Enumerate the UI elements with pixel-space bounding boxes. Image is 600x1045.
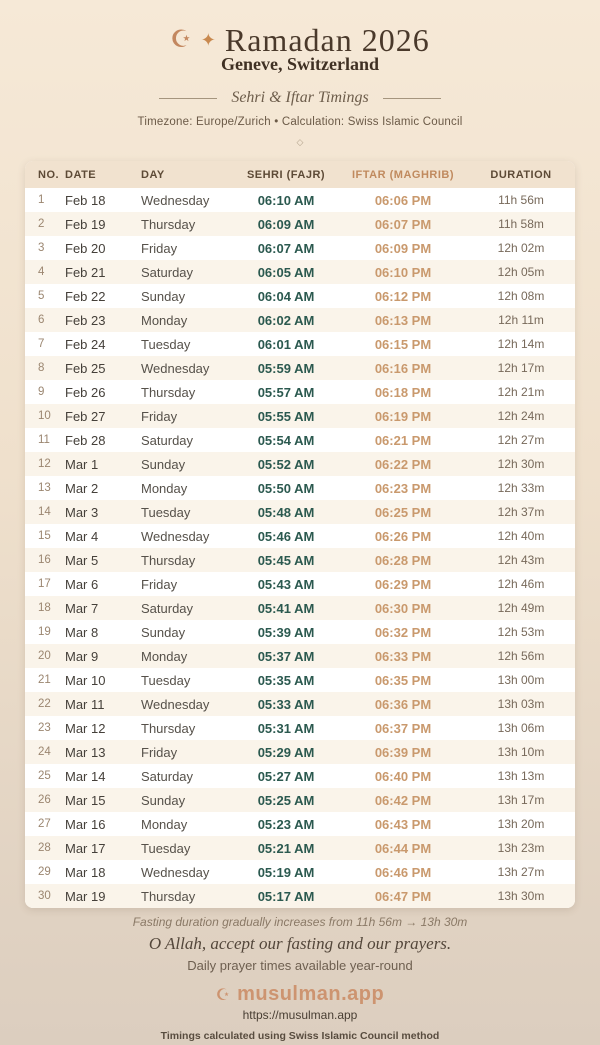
sehri-cell: 05:59 AM [257, 360, 315, 376]
iftar-cell: 06:30 PM [374, 600, 432, 616]
no-cell: 7 [38, 338, 45, 350]
brand-link[interactable] [0, 983, 600, 1006]
day-cell: Friday [141, 240, 178, 256]
iftar-cell: 06:26 PM [374, 528, 432, 544]
date-cell: Feb 23 [65, 312, 106, 328]
date-cell: Mar 4 [65, 528, 99, 544]
day-cell: Wednesday [141, 696, 210, 712]
table-row [25, 356, 575, 380]
sehri-cell: 05:31 AM [257, 720, 315, 736]
no-cell: 25 [38, 770, 51, 782]
column-header-date: DATE [65, 161, 141, 188]
table-row [25, 500, 575, 524]
sehri-cell: 06:01 AM [257, 336, 315, 352]
table-row [25, 884, 575, 908]
no-cell: 8 [38, 362, 45, 374]
day-cell: Monday [141, 648, 188, 664]
day-cell: Thursday [141, 384, 196, 400]
date-cell: Feb 21 [65, 264, 106, 280]
day-cell: Wednesday [141, 192, 210, 208]
day-cell: Wednesday [141, 528, 210, 544]
day-cell: Monday [141, 816, 188, 832]
dua-quote: O Allah, accept our fasting and our prayers. [148, 934, 452, 953]
duration-cell: 13h 20m [497, 817, 545, 831]
no-cell: 17 [38, 578, 51, 590]
duration-cell: 13h 00m [497, 673, 545, 687]
duration-cell: 12h 43m [497, 553, 545, 567]
iftar-cell: 06:19 PM [374, 408, 432, 424]
iftar-cell: 06:43 PM [374, 816, 432, 832]
iftar-cell: 06:16 PM [374, 360, 432, 376]
day-cell: Sunday [141, 288, 186, 304]
no-cell: 29 [38, 866, 51, 878]
date-cell: Feb 24 [65, 336, 106, 352]
table-row [25, 836, 575, 860]
date-cell: Mar 3 [65, 504, 99, 520]
no-cell: 26 [38, 794, 51, 806]
timings-table-body [25, 188, 575, 908]
table-row [25, 692, 575, 716]
table-row [25, 716, 575, 740]
no-cell: 14 [38, 506, 51, 518]
column-header-iftar: IFTAR (MAGHRIB) [339, 161, 467, 188]
iftar-cell: 06:47 PM [374, 888, 432, 904]
table-row [25, 860, 575, 884]
table-row [25, 308, 575, 332]
sehri-cell: 06:10 AM [257, 192, 315, 208]
no-cell: 9 [38, 386, 45, 398]
sehri-cell: 05:46 AM [257, 528, 315, 544]
duration-cell: 12h 37m [497, 505, 545, 519]
date-cell: Mar 9 [65, 648, 99, 664]
divider-line-left [159, 98, 217, 99]
no-cell: 16 [38, 554, 51, 566]
duration-cell: 11h 58m [498, 217, 544, 231]
table-row [25, 212, 575, 236]
sehri-cell: 05:48 AM [257, 504, 315, 520]
timings-card [25, 161, 575, 908]
no-cell: 18 [38, 602, 51, 614]
duration-cell: 13h 13m [497, 769, 545, 783]
duration-range-note: Fasting duration gradually increases from 11h 56m → 13h 30m [132, 915, 468, 929]
page-footer [0, 915, 600, 1042]
sehri-cell: 05:57 AM [257, 384, 315, 400]
sehri-cell: 05:19 AM [257, 864, 315, 880]
date-cell: Mar 18 [65, 864, 106, 880]
day-cell: Sunday [141, 792, 186, 808]
duration-cell: 13h 10m [497, 745, 545, 759]
brand-url[interactable]: https://musulman.app [242, 1008, 358, 1022]
iftar-cell: 06:44 PM [374, 840, 432, 856]
date-cell: Feb 20 [65, 240, 106, 256]
iftar-cell: 06:23 PM [374, 480, 432, 496]
duration-cell: 12h 24m [497, 409, 545, 423]
availability-note: Daily prayer times available year-round [187, 958, 413, 973]
duration-cell: 12h 05m [497, 265, 545, 279]
sehri-cell: 05:35 AM [257, 672, 315, 688]
table-row [25, 740, 575, 764]
no-cell: 13 [38, 482, 51, 494]
iftar-cell: 06:40 PM [374, 768, 432, 784]
table-row [25, 572, 575, 596]
date-cell: Mar 16 [65, 816, 106, 832]
day-cell: Wednesday [141, 360, 210, 376]
diamond-ornament-icon: ◇ [296, 137, 304, 147]
title-row [0, 24, 600, 56]
calculation-method-note: Timings calculated using Swiss Islamic Council method [160, 1030, 440, 1042]
duration-cell: 12h 30m [497, 457, 545, 471]
sehri-cell: 05:39 AM [257, 624, 315, 640]
sehri-cell: 05:21 AM [257, 840, 315, 856]
no-cell: 20 [38, 650, 51, 662]
duration-cell: 12h 14m [497, 337, 545, 351]
timings-table-header [25, 161, 575, 188]
duration-cell: 12h 08m [497, 289, 545, 303]
timings-subtitle: Sehri & Iftar Timings [231, 89, 369, 106]
iftar-cell: 06:07 PM [374, 216, 432, 232]
no-cell: 22 [38, 698, 51, 710]
date-cell: Feb 18 [65, 192, 106, 208]
crescent-moon-icon: ☪ [170, 26, 192, 53]
day-cell: Monday [141, 480, 188, 496]
brand-crescent-icon: ☪ [215, 986, 231, 1004]
date-cell: Feb 19 [65, 216, 106, 232]
page-header [0, 0, 600, 148]
sehri-cell: 05:23 AM [257, 816, 315, 832]
iftar-cell: 06:21 PM [374, 432, 432, 448]
sehri-cell: 05:43 AM [257, 576, 315, 592]
table-row [25, 476, 575, 500]
no-cell: 10 [38, 410, 51, 422]
column-header-duration: DURATION [467, 161, 575, 188]
duration-cell: 12h 49m [497, 601, 545, 615]
date-cell: Mar 8 [65, 624, 99, 640]
subtitle-row [0, 89, 600, 107]
day-cell: Friday [141, 744, 178, 760]
iftar-cell: 06:22 PM [374, 456, 432, 472]
iftar-cell: 06:35 PM [374, 672, 432, 688]
no-cell: 24 [38, 746, 51, 758]
sehri-cell: 05:37 AM [257, 648, 315, 664]
date-cell: Mar 19 [65, 888, 106, 904]
iftar-cell: 06:13 PM [374, 312, 432, 328]
day-cell: Thursday [141, 888, 196, 904]
table-row [25, 332, 575, 356]
no-cell: 6 [38, 314, 45, 326]
column-header-no: NO. [25, 161, 65, 188]
duration-cell: 12h 40m [497, 529, 545, 543]
no-cell: 1 [38, 194, 45, 206]
day-cell: Tuesday [141, 336, 191, 352]
duration-cell: 12h 02m [497, 241, 545, 255]
no-cell: 4 [38, 266, 45, 278]
day-cell: Sunday [141, 624, 186, 640]
iftar-cell: 06:25 PM [374, 504, 432, 520]
iftar-cell: 06:10 PM [374, 264, 432, 280]
sehri-cell: 05:25 AM [257, 792, 315, 808]
no-cell: 5 [38, 290, 45, 302]
column-header-sehri: SEHRI (FAJR) [233, 161, 339, 188]
iftar-cell: 06:33 PM [374, 648, 432, 664]
sehri-cell: 05:27 AM [257, 768, 315, 784]
sehri-cell: 06:02 AM [257, 312, 315, 328]
date-cell: Mar 1 [65, 456, 99, 472]
no-cell: 19 [38, 626, 51, 638]
no-cell: 30 [38, 890, 51, 902]
sparkle-star-icon: ✦ [200, 30, 216, 50]
date-cell: Mar 7 [65, 600, 99, 616]
no-cell: 11 [38, 434, 50, 446]
iftar-cell: 06:36 PM [374, 696, 432, 712]
iftar-cell: 06:15 PM [374, 336, 432, 352]
table-row [25, 236, 575, 260]
no-cell: 23 [38, 722, 51, 734]
duration-cell: 12h 21m [497, 385, 545, 399]
iftar-cell: 06:39 PM [374, 744, 432, 760]
sehri-cell: 05:54 AM [257, 432, 315, 448]
date-cell: Feb 25 [65, 360, 106, 376]
date-cell: Mar 17 [65, 840, 106, 856]
table-row [25, 452, 575, 476]
no-cell: 12 [38, 458, 51, 470]
date-cell: Mar 2 [65, 480, 99, 496]
no-cell: 28 [38, 842, 51, 854]
date-cell: Feb 22 [65, 288, 106, 304]
duration-cell: 13h 27m [497, 865, 545, 879]
table-row [25, 812, 575, 836]
duration-cell: 12h 17m [497, 361, 545, 375]
location-subtitle: Geneve, Switzerland [221, 54, 379, 74]
iftar-cell: 06:46 PM [374, 864, 432, 880]
column-header-day: DAY [141, 161, 233, 188]
no-cell: 15 [38, 530, 51, 542]
day-cell: Friday [141, 576, 178, 592]
table-row [25, 404, 575, 428]
duration-cell: 13h 06m [497, 721, 545, 735]
date-cell: Feb 26 [65, 384, 106, 400]
duration-cell: 12h 53m [497, 625, 545, 639]
date-cell: Mar 15 [65, 792, 106, 808]
sehri-cell: 05:41 AM [257, 600, 315, 616]
sehri-cell: 05:33 AM [257, 696, 315, 712]
date-cell: Mar 12 [65, 720, 106, 736]
day-cell: Thursday [141, 216, 196, 232]
duration-cell: 12h 46m [497, 577, 545, 591]
timings-table [25, 161, 575, 908]
date-cell: Mar 13 [65, 744, 106, 760]
iftar-cell: 06:37 PM [374, 720, 432, 736]
iftar-cell: 06:09 PM [374, 240, 432, 256]
iftar-cell: 06:42 PM [374, 792, 432, 808]
duration-cell: 12h 27m [497, 433, 545, 447]
iftar-cell: 06:28 PM [374, 552, 432, 568]
timezone-calculation-meta: Timezone: Europe/Zurich • Calculation: Swiss Islamic Council [137, 116, 463, 128]
duration-cell: 12h 56m [497, 649, 545, 663]
date-cell: Mar 10 [65, 672, 106, 688]
iftar-cell: 06:18 PM [374, 384, 432, 400]
duration-cell: 12h 11m [498, 313, 544, 327]
date-cell: Mar 6 [65, 576, 99, 592]
table-row [25, 788, 575, 812]
iftar-cell: 06:29 PM [374, 576, 432, 592]
day-cell: Saturday [141, 264, 194, 280]
table-row [25, 596, 575, 620]
header-row [25, 161, 575, 188]
no-cell: 21 [38, 674, 51, 686]
day-cell: Tuesday [141, 504, 191, 520]
table-row [25, 428, 575, 452]
day-cell: Saturday [141, 600, 194, 616]
no-cell: 3 [38, 242, 45, 254]
iftar-cell: 06:12 PM [374, 288, 432, 304]
sehri-cell: 05:50 AM [257, 480, 315, 496]
table-row [25, 668, 575, 692]
duration-cell: 11h 56m [498, 193, 544, 207]
sehri-cell: 05:45 AM [257, 552, 315, 568]
day-cell: Monday [141, 312, 188, 328]
sehri-cell: 05:17 AM [257, 888, 315, 904]
iftar-cell: 06:32 PM [374, 624, 432, 640]
date-cell: Feb 27 [65, 408, 106, 424]
day-cell: Saturday [141, 432, 194, 448]
table-row [25, 380, 575, 404]
day-cell: Saturday [141, 768, 194, 784]
divider-line-right [383, 98, 441, 99]
day-cell: Tuesday [141, 672, 191, 688]
table-row [25, 620, 575, 644]
sehri-cell: 06:07 AM [257, 240, 315, 256]
sehri-cell: 05:52 AM [257, 456, 315, 472]
sehri-cell: 06:05 AM [257, 264, 315, 280]
day-cell: Thursday [141, 552, 196, 568]
duration-cell: 13h 30m [497, 889, 545, 903]
day-cell: Tuesday [141, 840, 191, 856]
sehri-cell: 05:29 AM [257, 744, 315, 760]
sehri-cell: 06:09 AM [257, 216, 315, 232]
duration-cell: 13h 23m [497, 841, 545, 855]
page-title: Ramadan 2026 [224, 22, 430, 58]
day-cell: Wednesday [141, 864, 210, 880]
table-row [25, 524, 575, 548]
table-row [25, 188, 575, 212]
no-cell: 2 [38, 218, 45, 230]
duration-cell: 13h 17m [497, 793, 545, 807]
table-row [25, 260, 575, 284]
duration-cell: 12h 33m [497, 481, 545, 495]
sehri-cell: 06:04 AM [257, 288, 315, 304]
iftar-cell: 06:06 PM [374, 192, 432, 208]
no-cell: 27 [38, 818, 51, 830]
table-row [25, 548, 575, 572]
date-cell: Mar 14 [65, 768, 106, 784]
date-cell: Feb 28 [65, 432, 106, 448]
brand-name: musulman.app [237, 983, 385, 1005]
duration-cell: 13h 03m [497, 697, 545, 711]
day-cell: Thursday [141, 720, 196, 736]
table-row [25, 284, 575, 308]
date-cell: Mar 5 [65, 552, 99, 568]
day-cell: Friday [141, 408, 178, 424]
date-cell: Mar 11 [65, 696, 105, 712]
day-cell: Sunday [141, 456, 186, 472]
table-row [25, 644, 575, 668]
table-row [25, 764, 575, 788]
sehri-cell: 05:55 AM [257, 408, 315, 424]
